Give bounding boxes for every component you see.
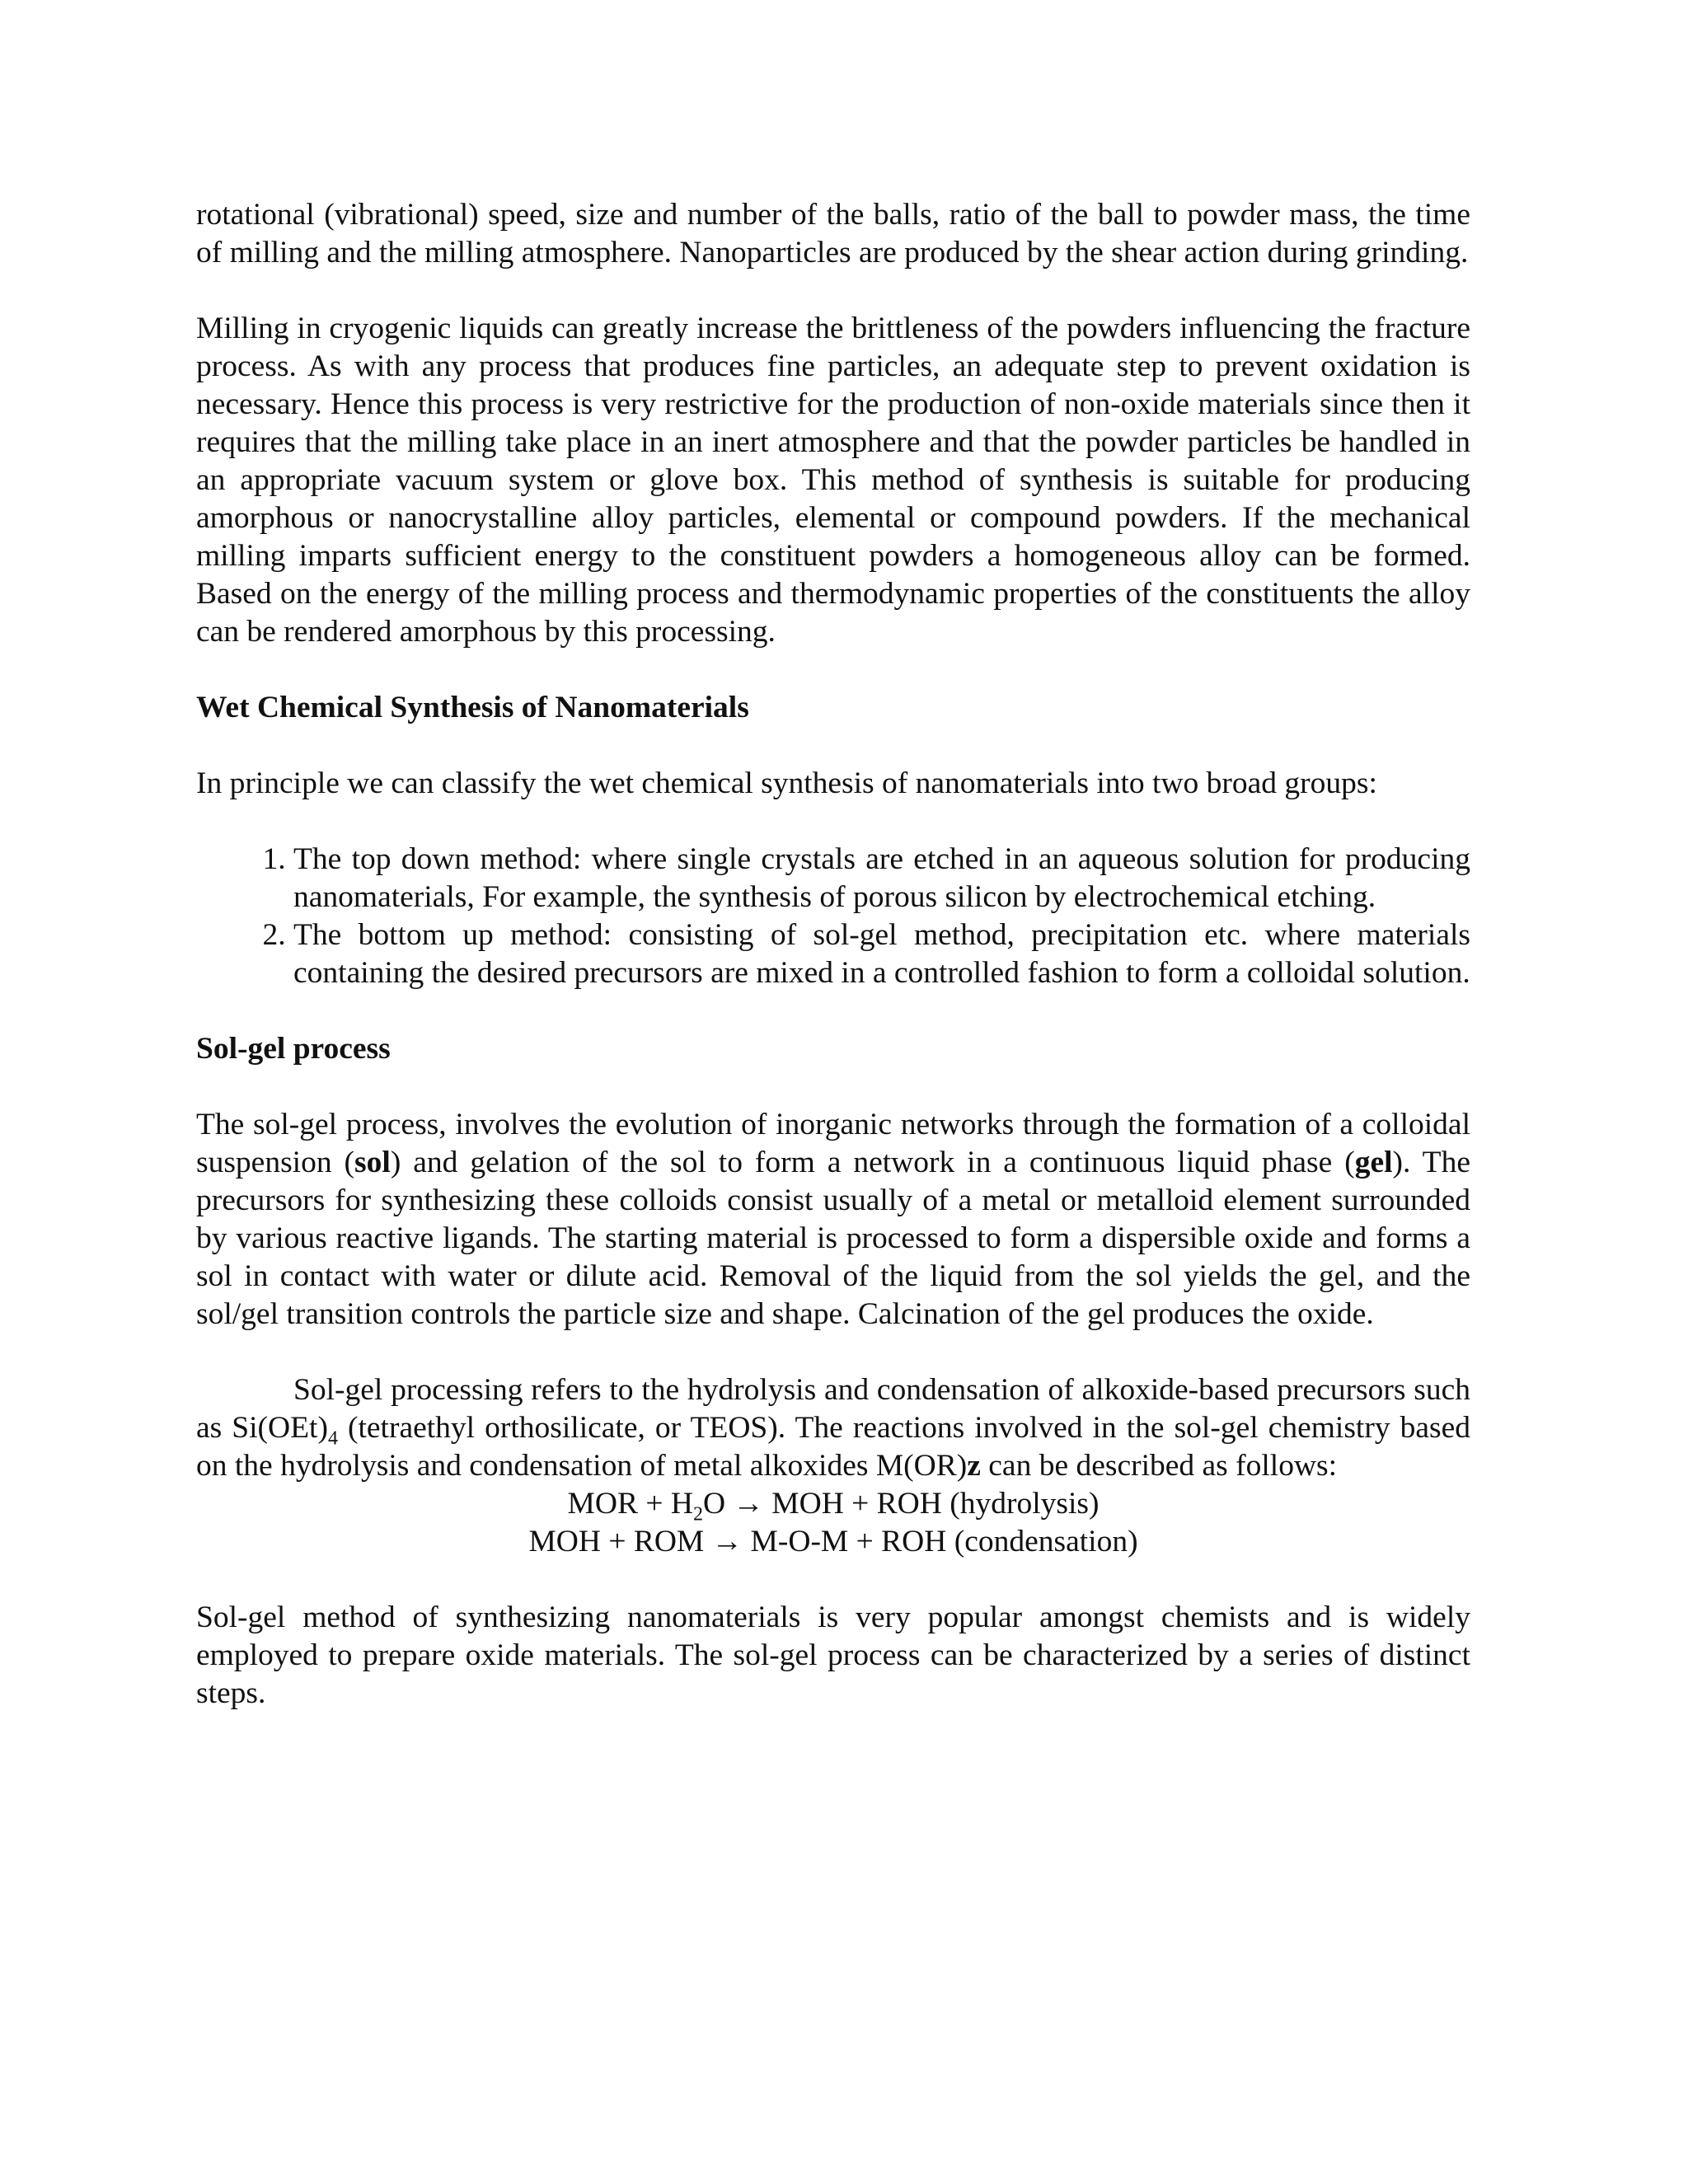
subscript-4: 4	[327, 1427, 338, 1450]
list-item-bottom-up: 2. The bottom up method: consisting of sol-gel method, precipitation etc. where materials containing the desired precursors are mixed in a controlled fashion to form a colloidal solution.	[293, 916, 1470, 992]
text-run: ) and gelation of the sol to form a network in a continuous liquid phase (	[390, 1146, 1355, 1179]
list-item-top-down: 1. The top down method: where single crystals are etched in an aqueous solution for producing nanomaterials, For example, the synthesis of porous silicon by electrochemical etching.	[293, 841, 1470, 916]
term-sol: sol	[354, 1146, 391, 1179]
document-page	[196, 196, 1470, 1713]
heading-sol-gel-process: Sol-gel process	[196, 1032, 391, 1066]
text-run: The sol-gel process, involves the evolution of inorganic networks through the formation of a colloidal suspension (	[196, 1108, 1470, 1179]
wet-methods-list	[196, 841, 1470, 992]
text-run: can be described as follows:	[980, 1449, 1338, 1483]
equation-condensation: MOH + ROM → M-O-M + ROH (condensation)	[528, 1525, 1138, 1558]
text-run: O → MOH + ROH (hydrolysis)	[702, 1487, 1100, 1521]
equation-hydrolysis	[196, 1485, 1470, 1526]
subscript-2: 2	[692, 1503, 703, 1526]
term-z: z	[967, 1449, 981, 1483]
text-run: Sol-gel processing refers to the hydrolysis and condensation of alkoxide-based precursors such as Si(OEt)	[196, 1373, 1470, 1445]
paragraph-cryogenic-milling: Milling in cryogenic liquids can greatly increase the brittleness of the powders influencing the fracture process. As with any process that produces fine particles, an adequate step to prevent oxidation is necessary. Hence this process is very restrictive for the production of non-oxide materials since then it requires that the milling take place in an inert atmosphere and that the powder particles be handled in an appropriate vacuum system or glove box. This method of synthesis is suitable for producing amorphous or nanocrystalline alloy particles, elemental or compound powders. If the mechanical milling imparts sufficient energy to the constituent powders a homogeneous alloy can be formed. Based on the energy of the milling process and thermodynamic properties of the constituents the alloy can be rendered amorphous by this processing.	[196, 312, 1470, 649]
text-run: (tetraethyl orthosilicate, or TEOS). The reactions involved in the sol-gel chemistry based on the hydrolysis and condensation of metal alkoxides M(OR)	[196, 1411, 1470, 1483]
paragraph-sol-gel-intro	[196, 1106, 1470, 1333]
text-run: MOR + H	[567, 1487, 693, 1521]
heading-wet-chemical-synthesis: Wet Chemical Synthesis of Nanomaterials	[196, 691, 749, 724]
paragraph-sol-gel-popular: Sol-gel method of synthesizing nanomaterials is very popular amongst chemists and is widely employed to prepare oxide materials. The sol-gel process can be characterized by a series of distinct steps.	[196, 1601, 1470, 1710]
term-gel: gel	[1354, 1146, 1393, 1179]
paragraph-wet-intro: In principle we can classify the wet chemical synthesis of nanomaterials into two broad groups:	[196, 766, 1377, 800]
paragraph-milling-params: rotational (vibrational) speed, size and number of the balls, ratio of the ball to powder mass, the time of milling and the milling atmosphere. Nanoparticles are produced by the shear action during grinding.	[196, 198, 1470, 269]
paragraph-sol-gel-processing	[196, 1371, 1470, 1485]
text-run: ). The precursors for synthesizing these colloids consist usually of a metal or metalloid element surrounded by various reactive ligands. The starting material is processed to form a dispersible oxide and forms a sol in contact with water or dilute acid. Removal of the liquid from the sol yields the gel, and the sol/gel transition controls the particle size and shape. Calcination of the gel produces the oxide.	[196, 1146, 1470, 1331]
